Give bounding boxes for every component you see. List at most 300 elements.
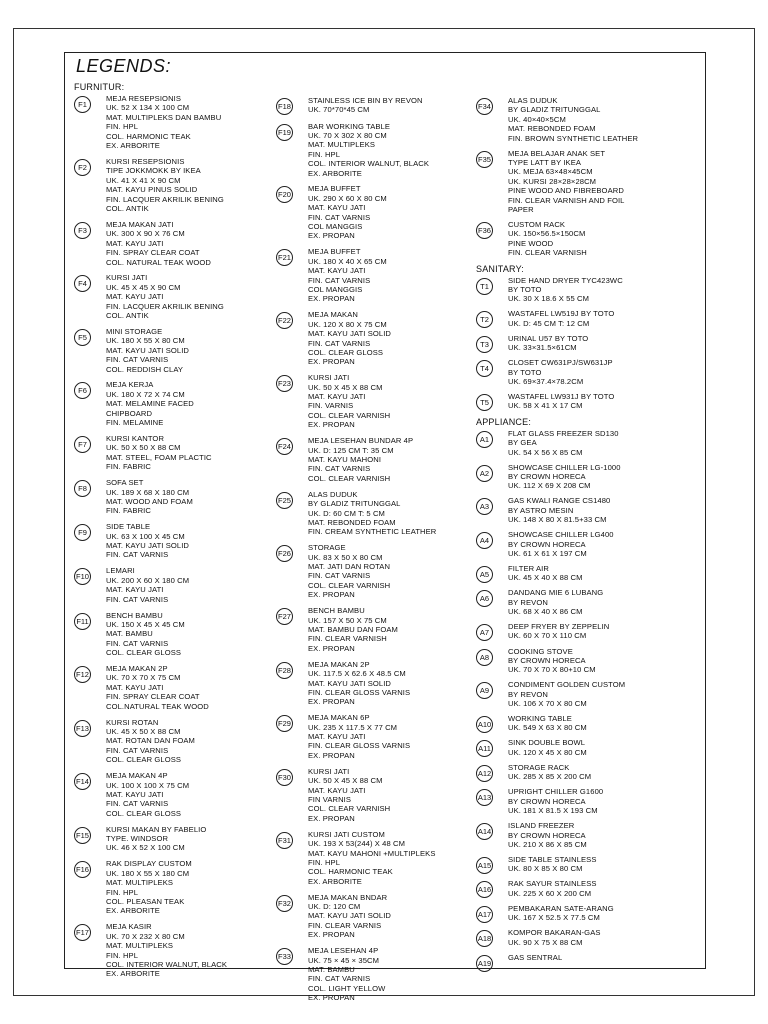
legend-line: MEJA MAKAN 6P [308, 713, 370, 723]
legend-line: UK. 70*70*45 CM [308, 105, 370, 115]
legend-description [508, 622, 609, 641]
legend-code-badge: A10 [476, 716, 493, 733]
legend-line: MEJA LESEHAN 4P [308, 946, 379, 956]
legend-code-badge: F20 [276, 186, 293, 203]
legend-line: COL. CLEAR VARNISH [308, 804, 391, 814]
legend-line: UK. 180 X 55 X 80 CM [106, 336, 185, 346]
legend-description [508, 763, 591, 782]
legend-entry [476, 928, 676, 947]
legend-line: BY REVON [508, 689, 548, 699]
legend-line: BY CROWN HORECA [508, 539, 586, 549]
legend-code-badge: A3 [476, 498, 493, 515]
legend-line: UK. 41 X 41 X 90 CM [106, 175, 181, 185]
legend-line: MAT. REBONDED FOAM [508, 124, 596, 134]
legend-description [508, 530, 614, 558]
legend-line: COL MANGGIS [308, 285, 363, 294]
legend-line: EX. PROPAN [308, 231, 355, 241]
legend-line: FIN. CLEAR VARNIS [308, 920, 382, 930]
legend-description [308, 830, 436, 886]
legend-code-badge: F25 [276, 492, 293, 509]
legend-line: FIN VARNIS [308, 795, 352, 804]
legend-column-3 [476, 96, 676, 977]
legend-line: EX. PROPAN [308, 357, 355, 367]
legend-entry [276, 490, 466, 537]
legend-entry [74, 611, 264, 658]
legend-line: SINK DOUBLE BOWL [508, 738, 586, 748]
legend-line: KURSI JATI [106, 273, 148, 283]
legend-description [106, 220, 211, 267]
legend-line: MAT. MULTIPLEKS [106, 941, 174, 951]
legend-line: UK. 112 X 69 X 208 CM [508, 481, 591, 491]
legend-description [508, 680, 625, 708]
legend-line: UK. 181 X 81.5 X 193 CM [508, 806, 598, 816]
legend-line: MAT. KAYU JATI [308, 785, 366, 795]
legend-line: FIN. CAT VARNIS [106, 638, 169, 648]
legend-line: COL. REDDISH CLAY [106, 364, 184, 374]
legend-description [308, 606, 398, 653]
legend-line: UK. 90 X 75 X 88 CM [508, 937, 583, 947]
legend-entry [476, 149, 676, 215]
legend-line: MAT. KAYU PINUS SOLID [106, 185, 198, 195]
legend-line: MEJA BUFFET [308, 184, 361, 194]
legend-line: FIN. CAT VARNIS [308, 338, 371, 348]
legend-line: COL. CLEAR VARNISH [308, 580, 391, 590]
legend-line: FIN. CAT VARNIS [308, 974, 371, 984]
legend-code-badge: F15 [74, 827, 91, 844]
legend-line: MEJA MAKAN 4P [106, 771, 168, 781]
legend-line: UPRIGHT CHILLER G1600 [508, 787, 604, 797]
legend-column-2 [276, 96, 466, 1009]
legend-line: MEJA MAKAN JATI [106, 219, 174, 229]
legend-code-badge: F21 [276, 249, 293, 266]
legend-line: MEJA MAKAN BNDAR [308, 892, 388, 902]
legend-entry [476, 220, 676, 258]
legend-code-badge: F4 [74, 275, 91, 292]
legend-line: MEJA MAKAN [308, 310, 358, 320]
legend-line: COL MANGGIS [308, 222, 363, 232]
legend-entry [476, 564, 676, 583]
legend-description [308, 310, 391, 366]
legend-line: UK. 50 X 50 X 88 CM [106, 443, 181, 453]
legend-line: MEJA BUFFET [308, 247, 361, 257]
legend-description [106, 478, 193, 516]
legend-code-badge: A12 [476, 765, 493, 782]
legend-line: PINE WOOD AND FIBREBOARD [508, 186, 624, 196]
legend-line: UK. 70 X 302 X 80 CM [308, 130, 387, 140]
legend-line: EX. ARBORITE [106, 141, 160, 151]
legend-line: UK. KURSI 28×28×28CM [508, 176, 597, 186]
legend-line: UK. 58 X 41 X 17 CM [508, 401, 583, 411]
legend-description [508, 879, 597, 898]
legend-code-badge: F17 [74, 924, 91, 941]
legend-code-badge: A11 [476, 740, 493, 757]
legend-line: UK. 193 X 53(244) X 48 CM [308, 839, 406, 849]
legend-line: WORKING TABLE [508, 713, 572, 723]
legend-line: FIN. CREAM SYNTHETIC LEATHER [308, 527, 437, 537]
legend-line: EX. PROPAN [308, 294, 355, 304]
legend-line: UK. 52 X 134 X 100 CM [106, 103, 190, 113]
legend-entry [476, 392, 676, 411]
legend-code-badge: A4 [476, 532, 493, 549]
legend-line: MEJA LESEHAN BUNDAR 4P [308, 436, 414, 446]
legend-entry [476, 463, 676, 491]
legend-line: BY GEA [508, 438, 537, 448]
legend-line: TYPE. WINDSOR [106, 834, 169, 844]
legend-entry [276, 767, 466, 823]
legend-code-badge: F13 [74, 720, 91, 737]
legend-line: UK. 167 X 52.5 X 77.5 CM [508, 913, 600, 923]
legend-entry [476, 309, 676, 328]
legend-line: MAT. KAYU JATI [106, 789, 164, 799]
legend-code-badge: T4 [476, 360, 493, 377]
legend-description [508, 463, 621, 491]
legend-entry [476, 429, 676, 457]
legend-description [508, 429, 619, 457]
legend-description [106, 273, 224, 320]
legend-line: UK. 45 X 45 X 90 CM [106, 282, 181, 292]
legend-line: FIN. CLEAR GLOSS VARNIS [308, 741, 411, 751]
legend-entry [74, 522, 264, 560]
legend-line: BY GLADIZ TRITUNGGAL [308, 499, 401, 509]
legend-line: BENCH BAMBU [308, 606, 365, 616]
legend-column-1 [74, 82, 264, 985]
legend-line: FIN. HPL [106, 950, 139, 960]
legend-description [106, 327, 189, 374]
legend-entry [276, 310, 466, 366]
legend-line: ISLAND FREEZER [508, 821, 575, 831]
legend-line: FIN. BROWN SYNTHETIC LEATHER [508, 133, 639, 143]
legend-line: URINAL U57 BY TOTO [508, 333, 589, 343]
legend-code-badge: T5 [476, 394, 493, 411]
legend-line: GAS KWALI RANGE CS1480 [508, 496, 611, 506]
legend-line: MAT. ROTAN DAN FOAM [106, 736, 195, 746]
legend-line: SIDE HAND DRYER TYC423WC [508, 275, 623, 285]
legend-line: STORAGE RACK [508, 762, 570, 772]
legend-line: FIN. LACQUER AKRILIK BENING [106, 301, 224, 311]
legend-line: TYPE LATT BY IKEA [508, 157, 582, 167]
legend-description [508, 714, 587, 733]
legend-line: FIN. SPRAY CLEAR COAT [106, 248, 200, 258]
legend-line: MAT. BAMBU [106, 629, 153, 639]
legend-line: WASTAFEL LW931J BY TOTO [508, 391, 615, 401]
legend-line: DEEP FRYER BY ZEPPELIN [508, 622, 610, 632]
legend-line: MEJA RESEPSIONIS [106, 94, 182, 103]
legend-description [508, 953, 562, 962]
legend-line: BENCH BAMBU [106, 610, 163, 620]
legend-line: FIN. CAT VARNIS [308, 275, 371, 285]
legend-line: STAINLESS ICE BIN BY REVON [308, 96, 423, 105]
legend-code-badge: F10 [74, 568, 91, 585]
legend-entry [476, 647, 676, 675]
legend-description [508, 334, 588, 353]
legend-description [308, 184, 387, 240]
legend-description [308, 713, 410, 760]
legend-code-badge: F36 [476, 222, 493, 239]
legend-line: UK. 150 X 45 X 45 CM [106, 619, 185, 629]
legend-line: BY TOTO [508, 367, 542, 377]
legend-entry [476, 622, 676, 641]
legend-code-badge: T2 [476, 311, 493, 328]
legend-description [508, 904, 614, 923]
legend-line: BY CROWN HORECA [508, 830, 586, 840]
legend-entry [74, 718, 264, 765]
legend-description [508, 496, 610, 524]
legend-line: EX. ARBORITE [308, 168, 362, 178]
legend-code-badge: F14 [74, 773, 91, 790]
legend-code-badge: F19 [276, 124, 293, 141]
legend-line: UK. 300 X 90 X 76 CM [106, 229, 185, 239]
legend-line: DANDANG MIE 6 LUBANG [508, 588, 604, 598]
legend-code-badge: T3 [476, 336, 493, 353]
legend-entry [74, 94, 264, 150]
legend-line: PINE WOOD [508, 238, 554, 248]
legend-line: KOMPOR BAKARAN-GAS [508, 928, 601, 938]
legend-line: COL. CLEAR VARNISH [308, 410, 391, 420]
legend-code-badge: A6 [476, 590, 493, 607]
legend-line: FIN. CAT VARNIS [106, 550, 169, 560]
legend-entry [74, 859, 264, 915]
legend-line: KURSI ROTAN [106, 717, 159, 727]
legend-description [508, 276, 623, 304]
legend-description [106, 825, 206, 853]
legend-entry [476, 879, 676, 898]
legend-code-badge: F23 [276, 375, 293, 392]
legend-entry [276, 122, 466, 178]
legend-line: UK. MEJA 63×48×45CM [508, 167, 593, 177]
legend-line: MAT. REBONDED FOAM [308, 517, 396, 527]
legend-entry [74, 220, 264, 267]
legend-code-badge: A8 [476, 649, 493, 666]
legend-code-badge: F34 [476, 98, 493, 115]
legend-entry [476, 953, 676, 972]
legend-code-badge: F22 [276, 312, 293, 329]
legend-code-badge: F7 [74, 436, 91, 453]
legend-line: MEJA BELAJAR ANAK SET [508, 148, 606, 158]
legend-entry [476, 334, 676, 353]
legend-description [508, 220, 587, 258]
legend-description [308, 96, 423, 115]
legend-line: FIN. HPL [308, 857, 341, 867]
legend-line: FIN. HPL [106, 122, 139, 132]
legend-line: MAT. WOOD AND FOAM [106, 496, 193, 506]
legend-description [308, 373, 390, 429]
legend-line: LEMARI [106, 566, 135, 576]
legend-description [106, 664, 209, 711]
legend-description [508, 149, 625, 215]
legend-code-badge: F16 [74, 861, 91, 878]
legend-entry [276, 660, 466, 707]
legend-code-badge: F32 [276, 895, 293, 912]
legend-line: COL.NATURAL TEAK WOOD [106, 701, 209, 711]
legend-description [106, 157, 224, 213]
legend-line: ALAS DUDUK [308, 489, 358, 499]
legend-line: BY CROWN HORECA [508, 472, 586, 482]
legend-line: TIPE JOKKMOKK BY IKEA [106, 166, 201, 176]
legend-line: MEJA KASIR [106, 922, 152, 932]
legend-line: FIN. FABRIC [106, 506, 151, 516]
legend-line: EX. PROPAN [308, 420, 355, 430]
legend-code-badge: F29 [276, 715, 293, 732]
legend-line: UK. 50 X 45 X 88 CM [308, 776, 383, 786]
legend-description [308, 660, 410, 707]
legend-description [308, 247, 387, 303]
legend-entry [74, 434, 264, 472]
legend-line: MEJA KERJA [106, 380, 154, 390]
legend-line: UK. 549 X 63 X 80 CM [508, 723, 587, 733]
legend-line: KURSI RESEPSIONIS [106, 156, 185, 166]
legend-entry [74, 825, 264, 853]
legend-line: UK. 290 X 60 X 80 CM [308, 193, 387, 203]
legend-line: UK. D: 120 CM [308, 902, 361, 912]
legend-line: FIN. LACQUER AKRILIK BENING [106, 194, 224, 204]
legend-line: UK. 70 X 70 X 75 CM [106, 673, 181, 683]
legend-line: MAT. STEEL, FOAM PLACTIC [106, 452, 212, 462]
legend-line: MAT. KAYU JATI [308, 392, 366, 402]
legend-line: UK. 61 X 61 X 197 CM [508, 548, 587, 558]
legend-code-badge: F26 [276, 545, 293, 562]
legend-line: UK. 30 X 18.6 X 55 CM [508, 294, 590, 304]
legend-line: WASTAFEL LW519J BY TOTO [508, 309, 615, 319]
section-heading: FURNITUR: [74, 82, 125, 92]
legend-line: COL. LIGHT YELLOW [308, 983, 386, 993]
legend-entry [74, 771, 264, 818]
legend-description [106, 771, 189, 818]
legend-line: MINI STORAGE [106, 326, 163, 336]
legend-line: COL. PLEASAN TEAK [106, 896, 185, 906]
legend-code-badge: F27 [276, 608, 293, 625]
legend-line: FIN. CAT VARNIS [308, 212, 371, 222]
legend-entry [276, 373, 466, 429]
legend-description [106, 718, 195, 765]
legend-entry [276, 830, 466, 886]
legend-description [508, 647, 596, 675]
legend-line: MAT. KAYU JATI [308, 203, 366, 213]
legend-entry [74, 327, 264, 374]
legend-line: COL. HARMONIC TEAK [106, 131, 191, 141]
legend-line: UK. 225 X 60 X 200 CM [508, 888, 592, 898]
legend-entry [476, 96, 676, 143]
legend-code-badge: A14 [476, 823, 493, 840]
legend-entry [276, 543, 466, 599]
legend-line: SIDE TABLE STAINLESS [508, 854, 597, 864]
legend-description [308, 490, 436, 537]
legend-line: EX. PROPAN [308, 590, 355, 600]
legend-code-badge: A16 [476, 881, 493, 898]
legend-line: FIN. SPRAY CLEAR COAT [106, 692, 200, 702]
legend-line: COL. CLEAR GLOSS [308, 347, 384, 357]
legend-line: COL. INTERIOR WALNUT, BLACK [308, 159, 429, 169]
legend-entry [476, 714, 676, 733]
legend-entry [74, 922, 264, 978]
legend-line: MAT. KAYU JATI SOLID [308, 678, 392, 688]
legend-code-badge: F1 [74, 96, 91, 113]
legend-description [308, 767, 390, 823]
legend-line: MAT. BAMBU [308, 965, 355, 974]
legend-line: MAT. KAYU JATI [106, 585, 164, 595]
legend-line: BY CROWN HORECA [508, 796, 586, 806]
legend-description [508, 928, 601, 947]
legend-code-badge: A9 [476, 682, 493, 699]
legend-line: EX. PROPAN [308, 643, 355, 653]
legend-entry [476, 680, 676, 708]
legend-line: UK. 75 × 45 × 35CM [308, 955, 380, 965]
legend-line: CLOSET CW631PJ/SW631JP [508, 358, 613, 368]
legend-line: SHOWCASE CHILLER LG-1000 [508, 462, 621, 472]
legend-line: EX. PROPAN [308, 813, 355, 823]
legend-line: UK. 70 X 232 X 80 CM [106, 931, 185, 941]
legend-line: FIN. CAT VARNIS [106, 745, 169, 755]
legend-line: EX. PROPAN [308, 993, 355, 1003]
legend-description [308, 893, 391, 940]
legend-line: KURSI JATI [308, 373, 350, 383]
legend-code-badge: F12 [74, 666, 91, 683]
legend-line: COL. NATURAL TEAK WOOD [106, 257, 212, 267]
legend-line: UK. 60 X 70 X 110 CM [508, 631, 587, 641]
legend-line: UK. 120 X 45 X 80 CM [508, 747, 587, 757]
legend-line: UK. 33×31.5×61CM [508, 343, 577, 353]
legend-line: COL. CLEAR VARNISH [308, 473, 391, 483]
legend-line: RAK DISPLAY CUSTOM [106, 859, 192, 869]
legend-line: UK. 54 X 56 X 85 CM [508, 447, 583, 457]
legend-entry [276, 247, 466, 303]
legend-description [106, 859, 192, 915]
legend-line: MEJA MAKAN 2P [308, 659, 370, 669]
legend-code-badge: F31 [276, 832, 293, 849]
legend-code-badge: F2 [74, 159, 91, 176]
legend-line: MAT. KAYU JATI [106, 292, 164, 302]
legend-code-badge: A15 [476, 857, 493, 874]
legend-code-badge: F30 [276, 769, 293, 786]
legend-line: ALAS DUDUK [508, 96, 558, 105]
legend-code-badge: F11 [74, 613, 91, 630]
legend-description [508, 738, 587, 757]
legend-line: MAT. KAYU MAHONI +MULTIPLEKS [308, 848, 436, 858]
legend-line: EX. PROPAN [308, 930, 355, 940]
legend-code-badge: F6 [74, 382, 91, 399]
legend-description [106, 922, 227, 978]
legend-line: UK. 70 X 70 X 80+10 CM [508, 665, 596, 675]
legend-line: BY CROWN HORECA [508, 655, 586, 665]
legend-line: UK. 100 X 100 X 75 CM [106, 780, 190, 790]
legend-line: UK. 210 X 86 X 85 CM [508, 840, 587, 849]
legend-line: FIN. CAT VARNIS [106, 355, 169, 365]
legend-line: FIN. HPL [308, 149, 341, 159]
legend-line: EX. ARBORITE [106, 969, 160, 979]
legend-line: KURSI KANTOR [106, 434, 165, 443]
legend-line: RAK SAYUR STAINLESS [508, 879, 597, 889]
legend-code-badge: T1 [476, 278, 493, 295]
legend-entry [476, 358, 676, 386]
legend-line: UK. 150×56.5×150CM [508, 229, 586, 239]
legend-code-badge: F3 [74, 222, 91, 239]
legend-entry [476, 855, 676, 874]
section-heading: SANITARY: [476, 263, 524, 274]
legend-line: FIN. FABRIC [106, 462, 151, 472]
legend-line: UK. 45 X 40 X 88 CM [508, 573, 583, 583]
legend-line: UK. 45 X 50 X 88 CM [106, 726, 181, 736]
legend-line: COL. HARMONIC TEAK [308, 867, 393, 877]
legend-line: UK. 180 X 55 X 180 CM [106, 868, 190, 878]
legend-line: FIN. CLEAR VARNISH AND FOIL [508, 195, 625, 205]
legend-code-badge: A18 [476, 930, 493, 947]
legend-line: UK. 68 X 40 X 86 CM [508, 607, 583, 617]
legend-description [508, 821, 587, 849]
legend-line: FLAT GLASS FREEZER SD130 [508, 428, 619, 438]
legend-entry [476, 821, 676, 849]
legend-line: FIN. CLEAR VARNISH [308, 634, 387, 644]
legend-line: FIN. CAT VARNIS [106, 799, 169, 809]
legend-description [508, 309, 614, 328]
